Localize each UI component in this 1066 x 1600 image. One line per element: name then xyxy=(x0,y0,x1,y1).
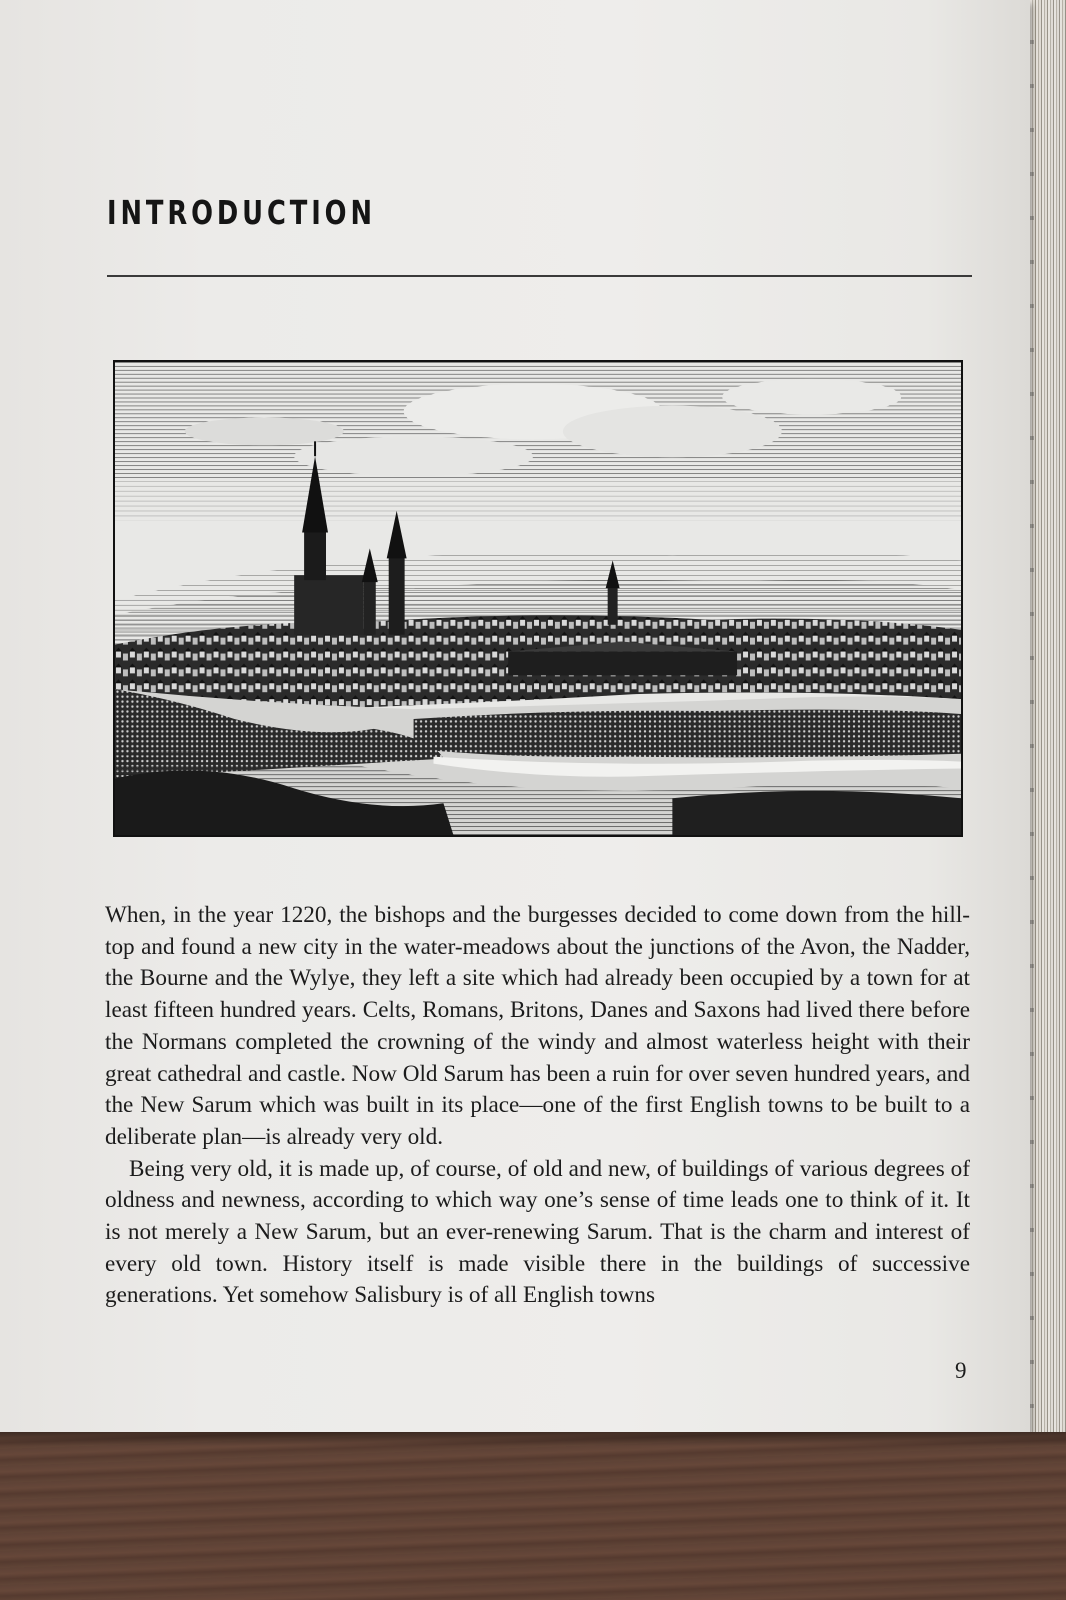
paragraph-2: Being very old, it is made up, of course, of old and new, of buildings of various degrees of oldness and newness, according to which way one’s sense of time leads one to think of it. It is not merely a New Sarum, but an ever-renewing Sarum. That is the charm and interest of every old town. History itself is made visible there in the buildings of successive generations. Yet somehow Salisbury is of all English towns xyxy=(105,1155,970,1309)
body-text xyxy=(105,900,970,1312)
wooden-table xyxy=(0,1432,1066,1600)
engraving-illustration xyxy=(113,360,963,837)
page-number: 9 xyxy=(955,1358,967,1383)
engraving-drawing xyxy=(115,362,961,835)
chapter-heading: INTRODUCTION xyxy=(107,193,376,232)
heading-rule xyxy=(107,275,972,277)
paragraph-1: When, in the year 1220, the bishops and the burgesses decided to come down from the hill-top and found a new city in the water-meadows about the junctions of the Avon, the Nadder, the Bourne and the Wylye, they left a site which had already been occupied by a town for at least fifteen hundred years. Celts, Romans, Britons, Danes and Saxons had lived there before the Normans completed the crowning of the windy and almost waterless height with their great cathedral and castle. Now Old Sarum has been a ruin for over seven hundred years, and the New Sarum which was built in its place—one of the first English towns to be built to a deliberate plan—is already very old. xyxy=(105,902,970,1150)
